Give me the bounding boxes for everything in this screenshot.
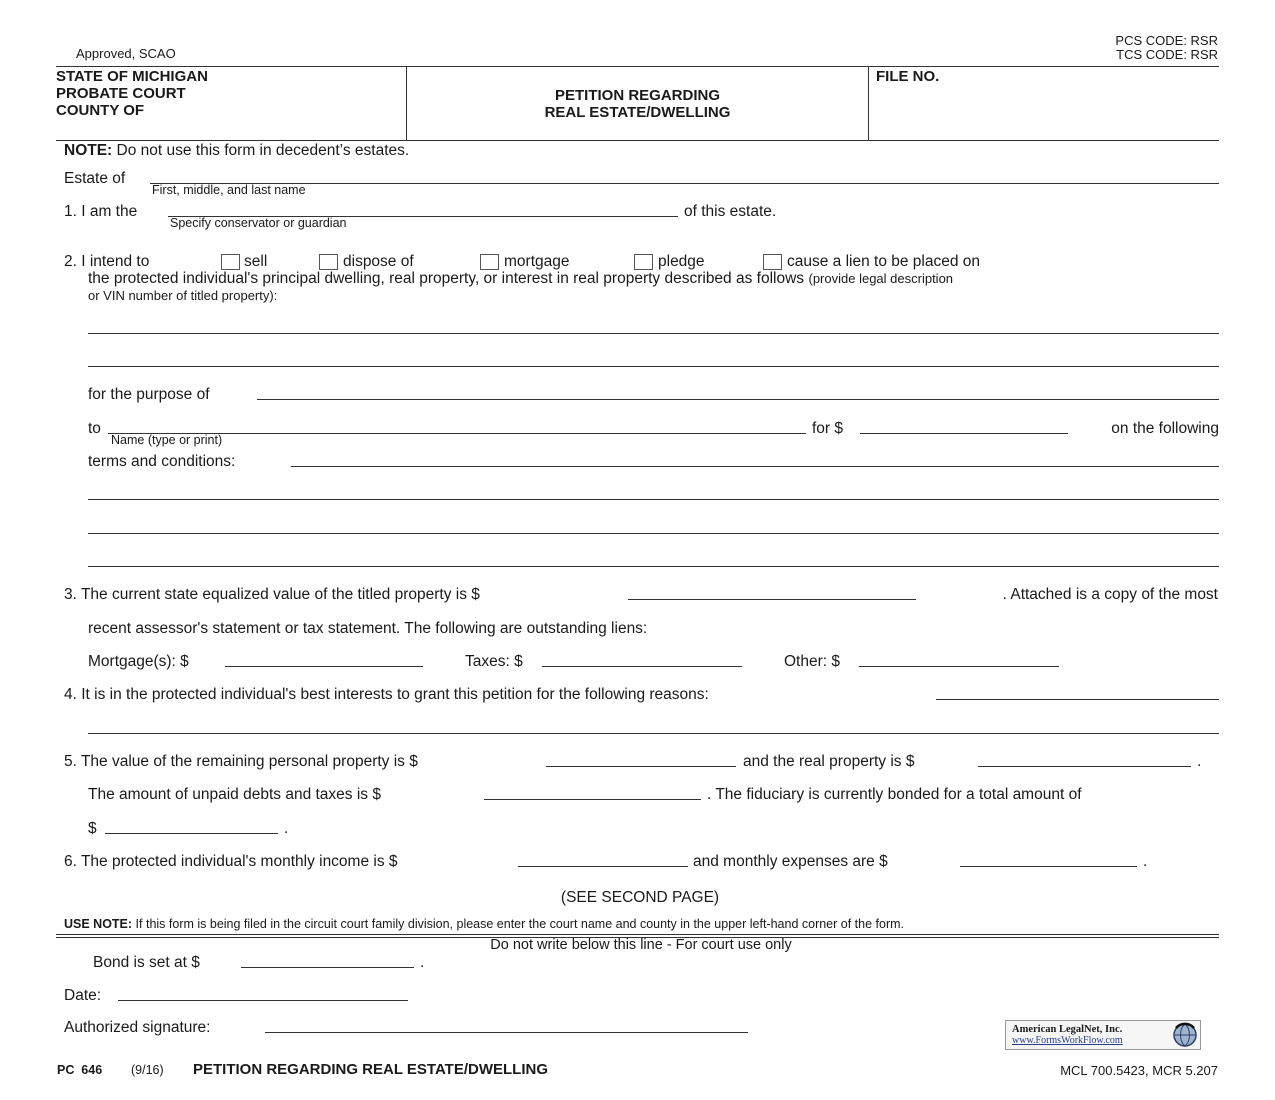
use-note: [64, 917, 904, 931]
globe-icon: [1172, 1022, 1198, 1048]
mortgage-lien-label: Mortgage(s): $: [88, 653, 189, 670]
purpose-label: for the purpose of: [88, 386, 210, 403]
use-note-label: USE NOTE:: [64, 917, 133, 931]
bond-set-input[interactable]: [243, 949, 415, 969]
form-title-line-2: REAL ESTATE/DWELLING: [544, 104, 731, 121]
item6-period: .: [1143, 853, 1148, 870]
item1-prefix: 1. I am the: [64, 203, 138, 220]
bond-set-label: Bond is set at $: [93, 954, 200, 971]
sell-checkbox[interactable]: [221, 254, 240, 270]
footer-title: PETITION REGARDING REAL ESTATE/DWELLING: [193, 1061, 549, 1078]
terms-input-2[interactable]: [90, 481, 1219, 501]
item3-line1-end: . Attached is a copy of the most: [1002, 586, 1218, 603]
item5-line3-period: .: [284, 820, 289, 837]
court-use-heading: Do not write below this line - For court use only: [490, 937, 792, 953]
county-input[interactable]: [185, 101, 399, 121]
legalnet-logo[interactable]: [1005, 1020, 1201, 1050]
court-use-rule-1: [56, 934, 1219, 935]
dispose-checkbox[interactable]: [319, 254, 338, 270]
lien-label: cause a lien to be placed on: [787, 253, 981, 270]
header-top-rule: [56, 66, 1219, 67]
monthly-expenses-input[interactable]: [962, 848, 1138, 868]
court-line-probate: PROBATE COURT: [56, 85, 186, 102]
purpose-input[interactable]: [260, 381, 1219, 401]
other-lien-input[interactable]: [861, 648, 1060, 668]
authorized-signature-input[interactable]: [267, 1014, 749, 1034]
personal-property-input[interactable]: [548, 748, 737, 768]
sell-label: sell: [244, 253, 268, 270]
note-label: NOTE:: [64, 142, 113, 159]
item2-line2-text: the protected individual's principal dwelling, real property, or interest in real property described as follows: [88, 270, 805, 287]
item5-line2: The amount of unpaid debts and taxes is $: [88, 786, 381, 803]
court-date-input[interactable]: [120, 982, 409, 1002]
item5-period: .: [1197, 753, 1202, 770]
item3-line1: 3. The current state equalized value of the titled property is $: [64, 586, 480, 603]
for-amount-label: for $: [812, 420, 844, 437]
to-name-caption: Name (type or print): [111, 433, 223, 447]
footer-revision: (9/16): [131, 1063, 164, 1077]
estate-label: Estate of: [64, 170, 126, 187]
taxes-lien-label: Taxes: $: [465, 653, 523, 670]
bond-set-period: .: [420, 954, 425, 971]
lien-checkbox[interactable]: [763, 254, 782, 270]
on-following-label: on the following: [1111, 420, 1219, 437]
pledge-checkbox[interactable]: [634, 254, 653, 270]
sev-input[interactable]: [630, 581, 917, 601]
to-name-input[interactable]: [110, 415, 806, 435]
terms-input-4[interactable]: [90, 548, 1219, 568]
estate-name-input[interactable]: [152, 166, 1216, 186]
item2-line2-small: (provide legal description: [808, 271, 954, 286]
reasons-input-1[interactable]: [938, 681, 1220, 701]
note-text: Do not use this form in decedent’s estates.: [116, 142, 410, 159]
note: [64, 142, 409, 160]
header-divider-2: [868, 67, 869, 140]
form-title: [407, 87, 868, 121]
legalnet-logo-url: www.FormsWorkFlow.com: [1012, 1035, 1123, 1046]
item3-line2: recent assessor's statement or tax statement. The following are outstanding liens:: [88, 620, 648, 637]
footer-citation: MCL 700.5423, MCR 5.207: [1060, 1063, 1218, 1078]
for-amount-input[interactable]: [862, 415, 1069, 435]
mortgage-checkbox[interactable]: [480, 254, 499, 270]
real-property-input[interactable]: [980, 748, 1192, 768]
tcs-code: TCS CODE: RSR: [1116, 47, 1218, 62]
legalnet-logo-name: American LegalNet, Inc.: [1012, 1024, 1123, 1035]
item5-line3: $: [88, 820, 97, 837]
mortgage-lien-input[interactable]: [227, 648, 424, 668]
item2-prefix: 2. I intend to: [64, 253, 150, 270]
file-no-label: FILE NO.: [876, 68, 940, 85]
item2-line2: [88, 270, 953, 288]
court-line-county: COUNTY OF: [56, 102, 145, 119]
court-line-state: STATE OF MICHIGAN: [56, 68, 208, 85]
estate-caption: First, middle, and last name: [152, 183, 306, 197]
terms-input-1[interactable]: [293, 448, 1219, 468]
to-label: to: [88, 420, 101, 437]
form-title-line-1: PETITION REGARDING: [554, 87, 720, 104]
see-second-page: (SEE SECOND PAGE): [560, 889, 720, 906]
item4-text: 4. It is in the protected individual's best interests to grant this petition for the following reasons:: [64, 686, 709, 703]
pledge-label: pledge: [658, 253, 705, 270]
monthly-income-input[interactable]: [520, 848, 689, 868]
item1-suffix: of this estate.: [684, 203, 777, 220]
item6-line1: 6. The protected individual's monthly income is $: [64, 853, 398, 870]
use-note-text: If this form is being filed in the circuit court family division, please enter the court name and county in the upper left-hand corner of the form.: [135, 917, 904, 931]
approved-label: Approved, SCAO: [76, 46, 176, 61]
item5-line2-end: . The fiduciary is currently bonded for a total amount of: [707, 786, 1082, 803]
item5-line1: 5. The value of the remaining personal property is $: [64, 753, 418, 770]
terms-input-3[interactable]: [90, 515, 1219, 535]
reasons-input-2[interactable]: [90, 715, 1219, 735]
item6-mid: and monthly expenses are $: [693, 853, 888, 870]
terms-label: terms and conditions:: [88, 453, 236, 470]
header-bottom-rule: [56, 140, 1219, 141]
description-input-2[interactable]: [90, 347, 1219, 367]
other-lien-label: Other: $: [784, 653, 840, 670]
item1-caption: Specify conservator or guardian: [170, 216, 347, 230]
item5-line1-mid: and the real property is $: [743, 753, 915, 770]
pcs-code: PCS CODE: RSR: [1115, 33, 1218, 48]
file-no-input[interactable]: [876, 95, 1210, 115]
item2-line3: or VIN number of titled property):: [88, 288, 278, 303]
taxes-lien-input[interactable]: [544, 648, 743, 668]
dispose-label: dispose of: [343, 253, 414, 270]
bond-amount-input[interactable]: [107, 815, 279, 835]
unpaid-debts-input[interactable]: [486, 781, 702, 801]
description-input-1[interactable]: [90, 314, 1219, 334]
mortgage-label: mortgage: [504, 253, 570, 270]
authorized-signature-label: Authorized signature:: [64, 1019, 211, 1036]
court-date-label: Date:: [64, 987, 102, 1004]
footer-form-no: PC 646: [57, 1063, 103, 1077]
